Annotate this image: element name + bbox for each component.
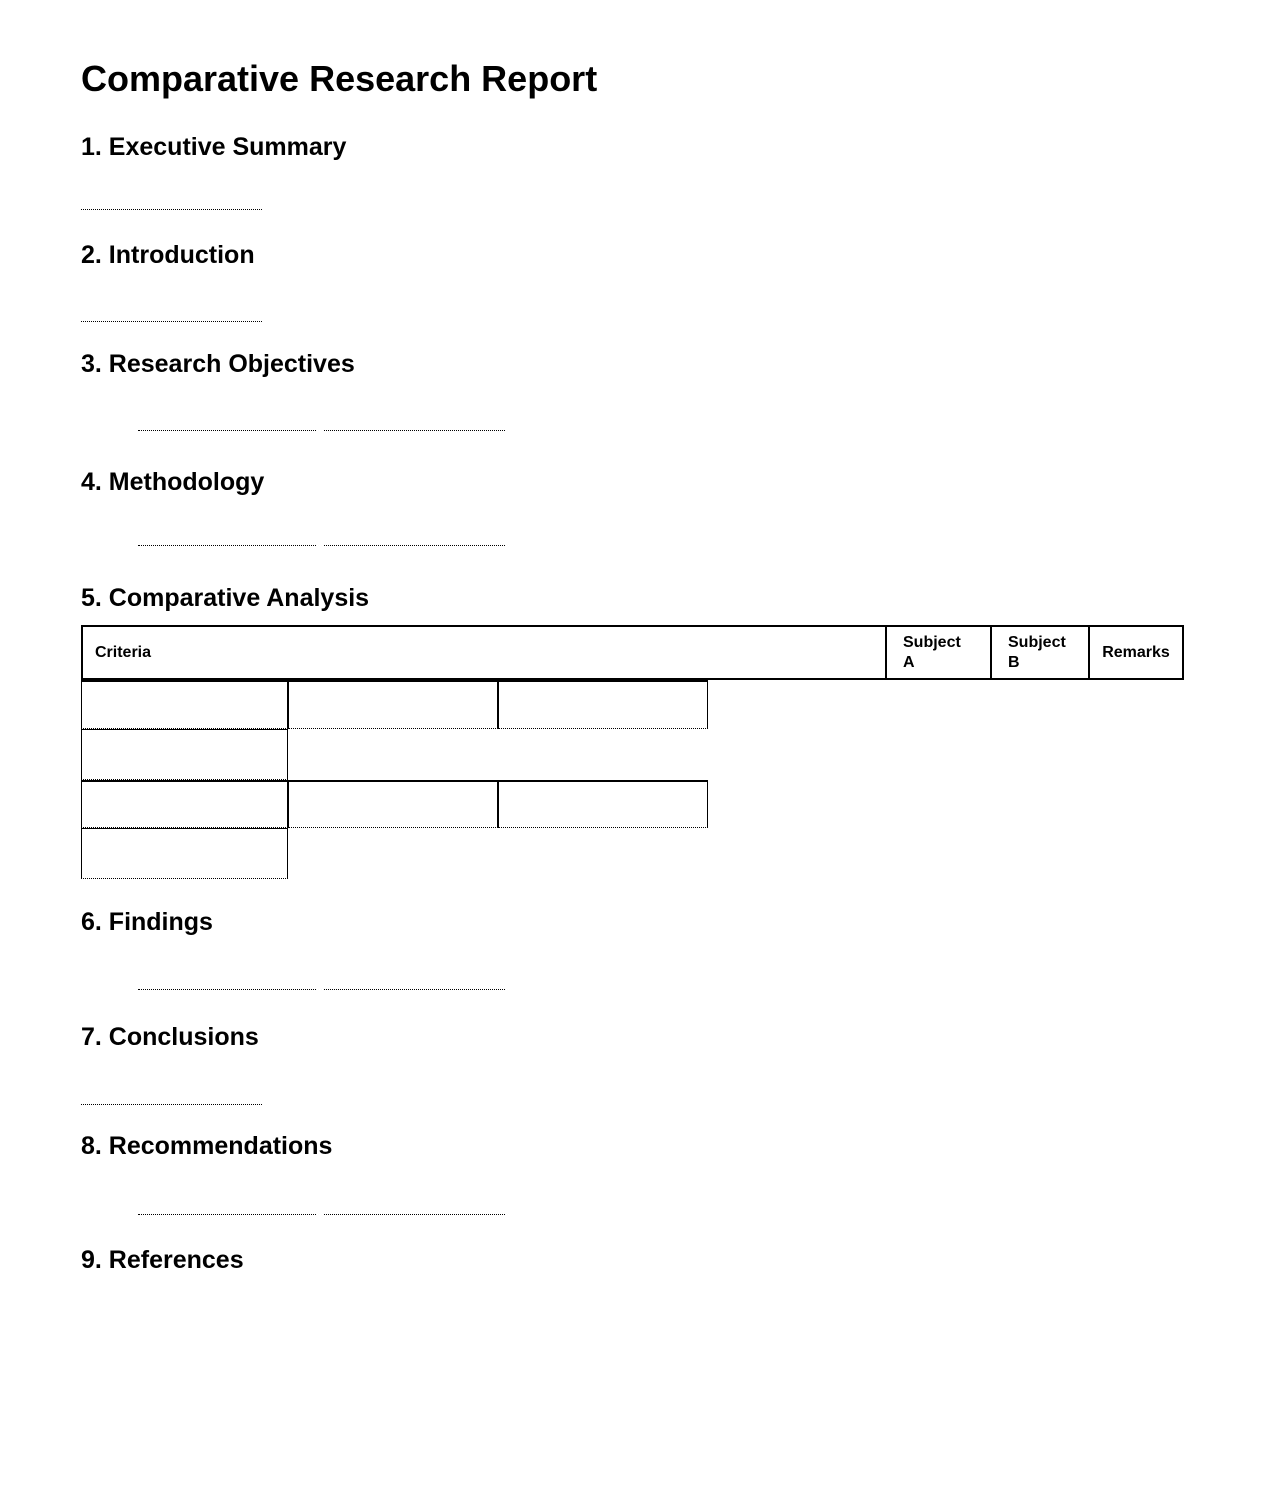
- table-input-cell[interactable]: [81, 828, 288, 879]
- table-header-row: [82, 626, 1183, 679]
- fill-in-blank[interactable]: [324, 430, 505, 431]
- section-heading-findings: 6. Findings: [81, 908, 213, 936]
- section-heading-comparative-analysis: 5. Comparative Analysis: [81, 584, 370, 612]
- column-header-label: Remarks: [1102, 643, 1170, 661]
- table-input-cell[interactable]: [81, 680, 288, 729]
- table-input-cell[interactable]: [288, 680, 498, 729]
- column-header-criteria: [82, 626, 886, 679]
- table-input-cell[interactable]: [498, 780, 708, 828]
- comparative-analysis-table: [81, 625, 1184, 680]
- section-heading-executive-summary: 1. Executive Summary: [81, 133, 347, 161]
- section-heading-methodology: 4. Methodology: [81, 468, 265, 496]
- table-input-cell[interactable]: [498, 680, 708, 729]
- section-heading-recommendations: 8. Recommendations: [81, 1132, 333, 1160]
- table-input-cell[interactable]: [81, 780, 288, 828]
- column-header-label: Criteria: [95, 643, 152, 661]
- column-header-label: Subject B: [1008, 633, 1066, 671]
- fill-in-blank[interactable]: [324, 1214, 505, 1215]
- fill-in-blank[interactable]: [324, 989, 505, 990]
- section-heading-introduction: 2. Introduction: [81, 241, 255, 269]
- fill-in-blank[interactable]: [138, 430, 316, 431]
- fill-in-blank[interactable]: [138, 1214, 316, 1215]
- column-header-label: Subject A: [903, 633, 961, 671]
- fill-in-blank[interactable]: [324, 545, 505, 546]
- fill-in-blank[interactable]: [138, 989, 316, 990]
- column-header-subject-b: [991, 626, 1089, 679]
- section-heading-conclusions: 7. Conclusions: [81, 1023, 259, 1051]
- section-heading-research-objectives: 3. Research Objectives: [81, 350, 355, 378]
- fill-in-blank[interactable]: [138, 545, 316, 546]
- fill-in-blank-introduction[interactable]: [81, 321, 262, 322]
- table-input-cell[interactable]: [81, 729, 288, 780]
- fill-in-blank-executive-summary[interactable]: [81, 209, 262, 210]
- fill-in-blank-conclusions[interactable]: [81, 1104, 262, 1105]
- table-input-cell[interactable]: [288, 780, 498, 828]
- column-header-subject-a: [886, 626, 991, 679]
- document-title: Comparative Research Report: [81, 58, 598, 99]
- column-header-remarks: [1089, 626, 1183, 679]
- section-heading-references: 9. References: [81, 1246, 244, 1274]
